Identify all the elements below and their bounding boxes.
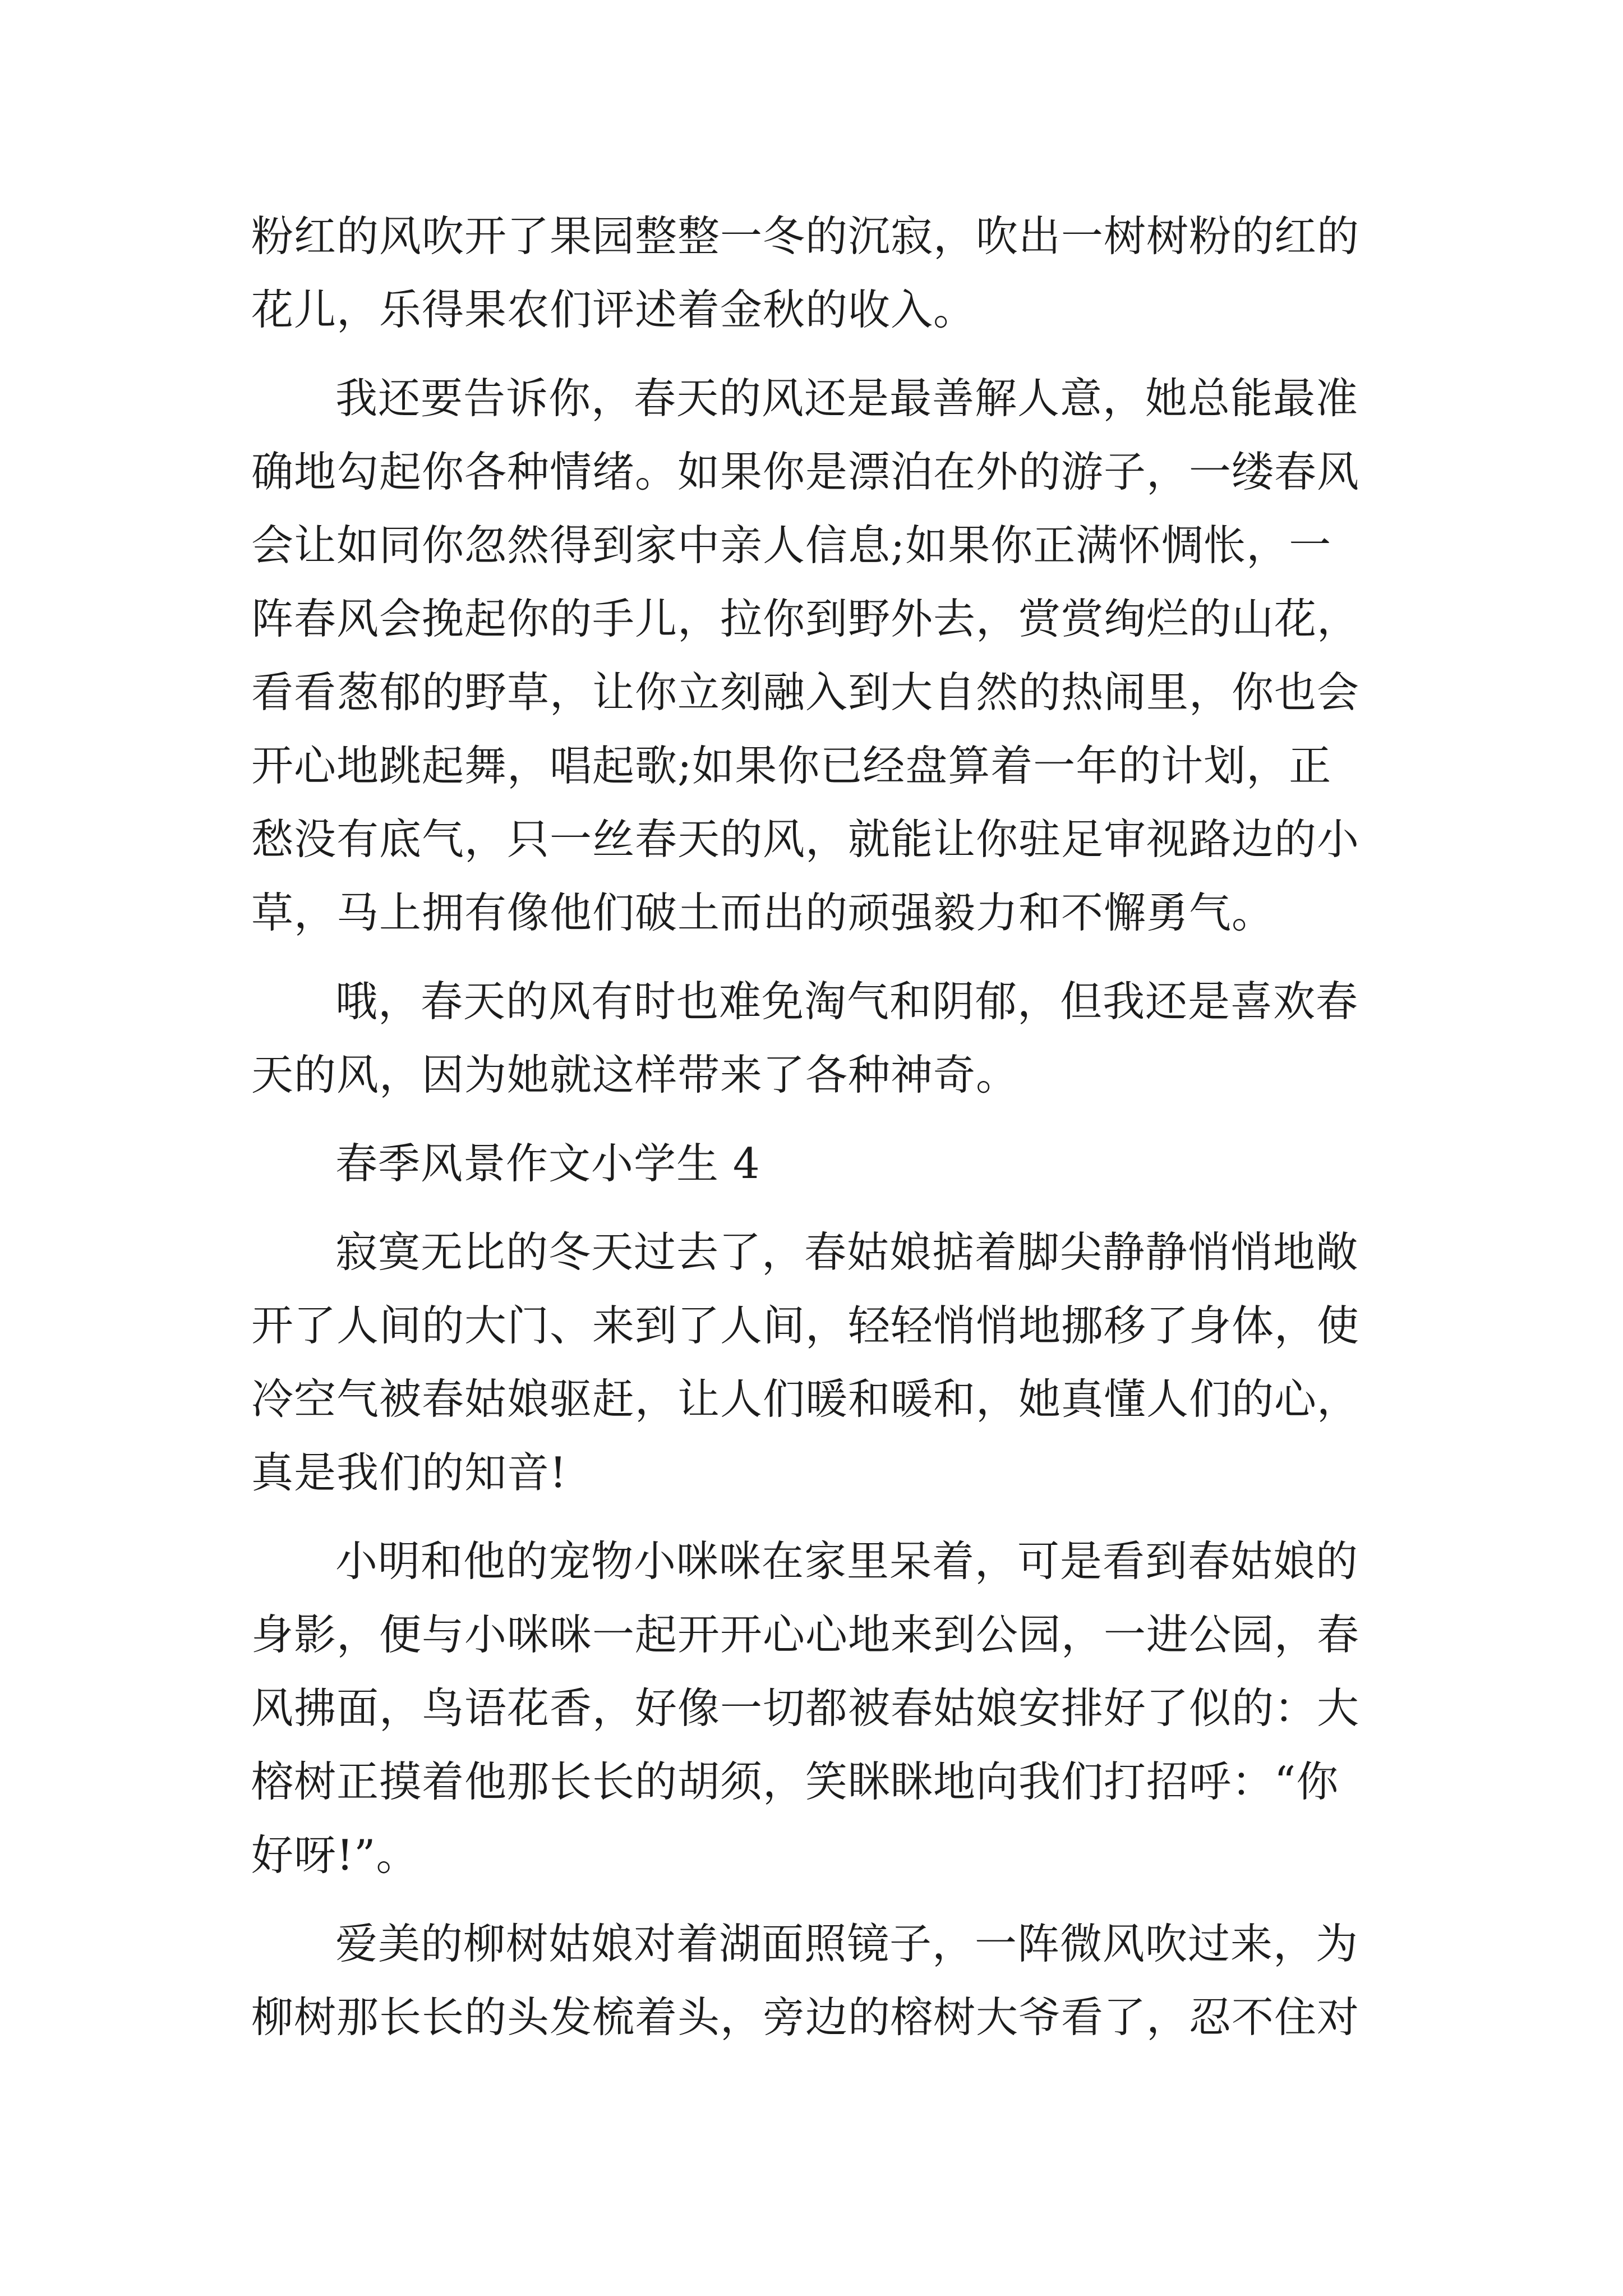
- section-heading: 春季风景作文小学生 4: [335, 1139, 760, 1188]
- text-line: 榕树正摸着他那长长的胡须，笑眯眯地向我们打招呼：“你: [251, 1757, 1339, 1806]
- text-line: 冷空气被春姑娘驱赶，让人们暖和暖和，她真懂人们的心，: [251, 1374, 1360, 1424]
- text-line: 阵春风会挽起你的手儿，拉你到野外去，赏赏绚烂的山花，: [251, 594, 1360, 643]
- text-line: 小明和他的宠物小咪咪在家里呆着，可是看到春姑娘的: [335, 1536, 1359, 1586]
- text-line: 好呀!”。: [251, 1830, 419, 1880]
- text-line: 开了人间的大门、来到了人间，轻轻悄悄地挪移了身体，使: [251, 1301, 1360, 1350]
- text-line: 草，马上拥有像他们破土而出的顽强毅力和不懈勇气。: [251, 888, 1275, 937]
- text-line: 寂寞无比的冬天过去了，春姑娘掂着脚尖静静悄悄地敞: [335, 1227, 1359, 1277]
- text-line: 哦，春天的风有时也难免淘气和阴郁，但我还是喜欢春: [335, 977, 1359, 1026]
- text-line: 粉红的风吹开了果园整整一冬的沉寂，吹出一树树粉的红的: [251, 211, 1360, 261]
- text-line: 柳树那长长的头发梳着头，旁边的榕树大爷看了，忍不住对: [251, 1993, 1360, 2042]
- text-line: 爱美的柳树姑娘对着湖面照镜子，一阵微风吹过来，为: [335, 1919, 1359, 1968]
- text-line: 风拂面，鸟语花香，好像一切都被春姑娘安排好了似的：大: [251, 1683, 1360, 1733]
- text-line: 愁没有底气，只一丝春天的风，就能让你驻足审视路边的小: [251, 815, 1360, 864]
- text-line: 真是我们的知音!: [251, 1448, 568, 1497]
- document-body: [251, 200, 1390, 2054]
- text-line: 天的风，因为她就这样带来了各种神奇。: [251, 1050, 1019, 1099]
- text-line: 花儿，乐得果农们评述着金秋的收入。: [251, 285, 976, 334]
- text-line: 身影，便与小咪咪一起开开心心地来到公园，一进公园，春: [251, 1610, 1360, 1659]
- text-line: 会让如同你忽然得到家中亲人信息;如果你正满怀惆怅，一: [251, 521, 1332, 570]
- text-line: 确地勾起你各种情绪。如果你是漂泊在外的游子，一缕春风: [251, 447, 1360, 496]
- text-line: 看看葱郁的野草，让你立刻融入到大自然的热闹里，你也会: [251, 668, 1360, 717]
- text-line: 我还要告诉你，春天的风还是最善解人意，她总能最准: [335, 374, 1359, 423]
- text-line: 开心地跳起舞，唱起歌;如果你已经盘算着一年的计划，正: [251, 741, 1332, 790]
